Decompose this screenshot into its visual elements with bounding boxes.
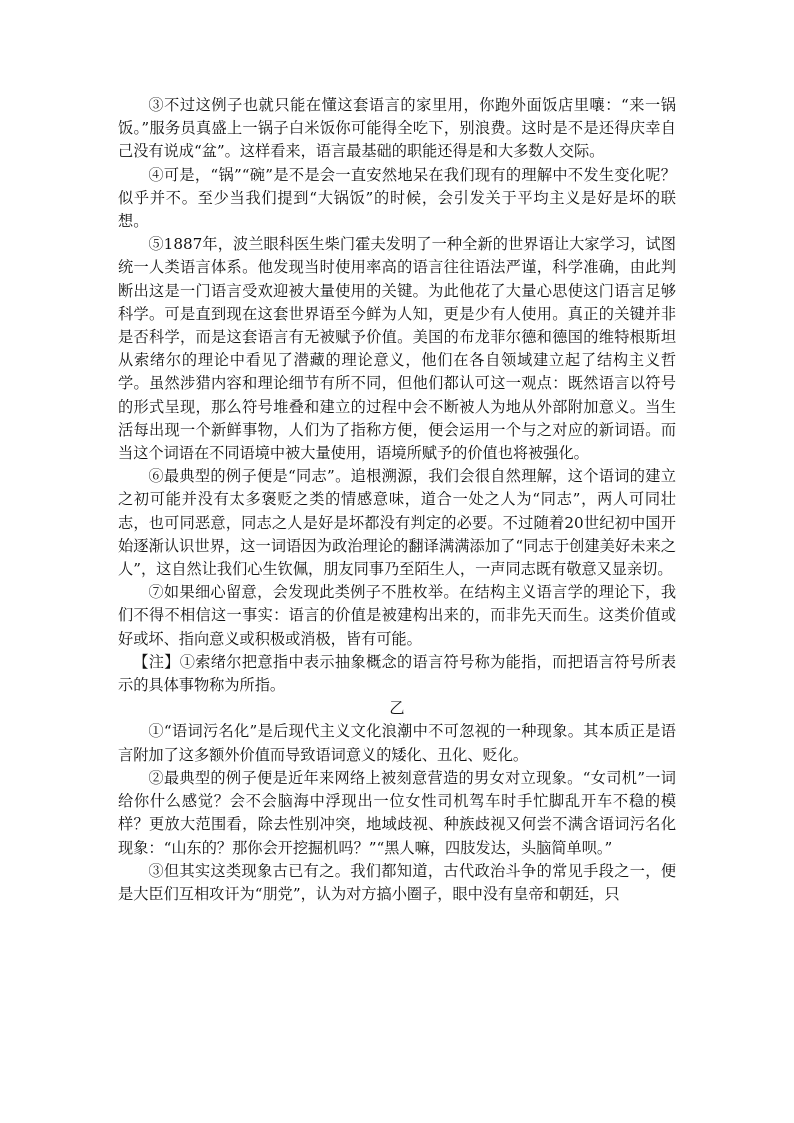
paragraph-jia-7: ⑦如果细心留意，会发现此类例子不胜枚举。在结构主义语言学的理论下，我们不得不相信这一事实：语言的价值是被建构出来的，而非先天而生。这类价值或好或坏、指向意义或积极或消极，皆有可能。 [118, 583, 676, 648]
paragraph-yi-2: ②最典型的例子便是近年来网络上被刻意营造的男女对立现象。“女司机”一词给你什么感觉？会不会脑海中浮现出一位女性司机驾车时手忙脚乱开车不稳的模样？更放大范围看，除去性别冲突，地域歧视、种族歧视又何尝不满含语词污名化现象：“山东的？那你会开挖掘机吗？”“黑人嘛，四肢发达，头脑简单呗。” [118, 768, 676, 857]
paragraph-jia-6: ⑥最典型的例子便是“同志”。追根溯源，我们会很自然理解，这个语词的建立之初可能并没有太多褒贬之类的情感意味，道合一处之人为“同志”，两人可同壮志，也可同恶意，同志之人是好是坏都没有判定的必要。不过随着20世纪初中国开始逐渐认识世界，这一词语因为政治理论的翻译满满添加了“同志于创建美好未来之人”，这自然让我们心生钦佩，朋友同事乃至陌生人，一声同志既有敬意又显亲切。 [118, 467, 676, 579]
document-page [118, 94, 676, 906]
footnote: 【注】①索绪尔把意指中表示抽象概念的语言符号称为能指，而把语言符号所表示的具体事物称为所指。 [118, 652, 676, 695]
section-heading-yi: 乙 [389, 699, 405, 718]
paragraph-jia-4: ④可是，“锅”“碗”是不是会一直安然地呆在我们现有的理解中不发生变化呢？似乎并不。至少当我们提到“大锅饭”的时候，会引发关于平均主义是好是坏的联想。 [118, 165, 676, 231]
paragraph-jia-3: ③不过这例子也就只能在懂这套语言的家里用，你跑外面饭店里嚷：“来一锅饭。”服务员真盛上一锅子白米饭你可能得全吃下，别浪费。这时是不是还得庆幸自己没有说成“盆”。这样看来，语言最基础的职能还得是和大多数人交际。 [118, 96, 676, 161]
paragraph-yi-3: ③但其实这类现象古已有之。我们都知道，古代政治斗争的常见手段之一，便是大臣们互相攻讦为“朋党”，认为对方搞小圈子，眼中没有皇帝和朝廷，只 [118, 861, 676, 903]
paragraph-yi-1: ①“语词污名化”是后现代主义文化浪潮中不可忽视的一种现象。其本质正是语言附加了这多额外价值而导致语词意义的矮化、丑化、贬化。 [118, 722, 676, 764]
paragraph-jia-5: ⑤1887年，波兰眼科医生柴门霍夫发明了一种全新的世界语让大家学习，试图统一人类语言体系。他发现当时使用率高的语言往往语法严谨，科学准确，由此判断出这是一门语言受欢迎被大量使用的关键。为此他花了大量心思使这门语言足够科学。可是直到现在这套世界语至今鲜为人知，更是少有人使用。真正的关键并非是否科学，而是这套语言有无被赋予价值。美国的布龙菲尔德和德国的维特根斯坦从索绪尔的理论中看见了潜藏的理论意义，他们在各自领域建立起了结构主义哲学。虽然涉猎内容和理论细节有所不同，但他们都认可这一观点：既然语言以符号的形式呈现，那么符号堆叠和建立的过程中会不断被人为地从外部附加意义。当生活每出现一个新鲜事物，人们为了指称方便，便会运用一个与之对应的新词语。而当这个词语在不同语境中被大量使用，语境所赋予的价值也将被强化。 [118, 235, 676, 463]
